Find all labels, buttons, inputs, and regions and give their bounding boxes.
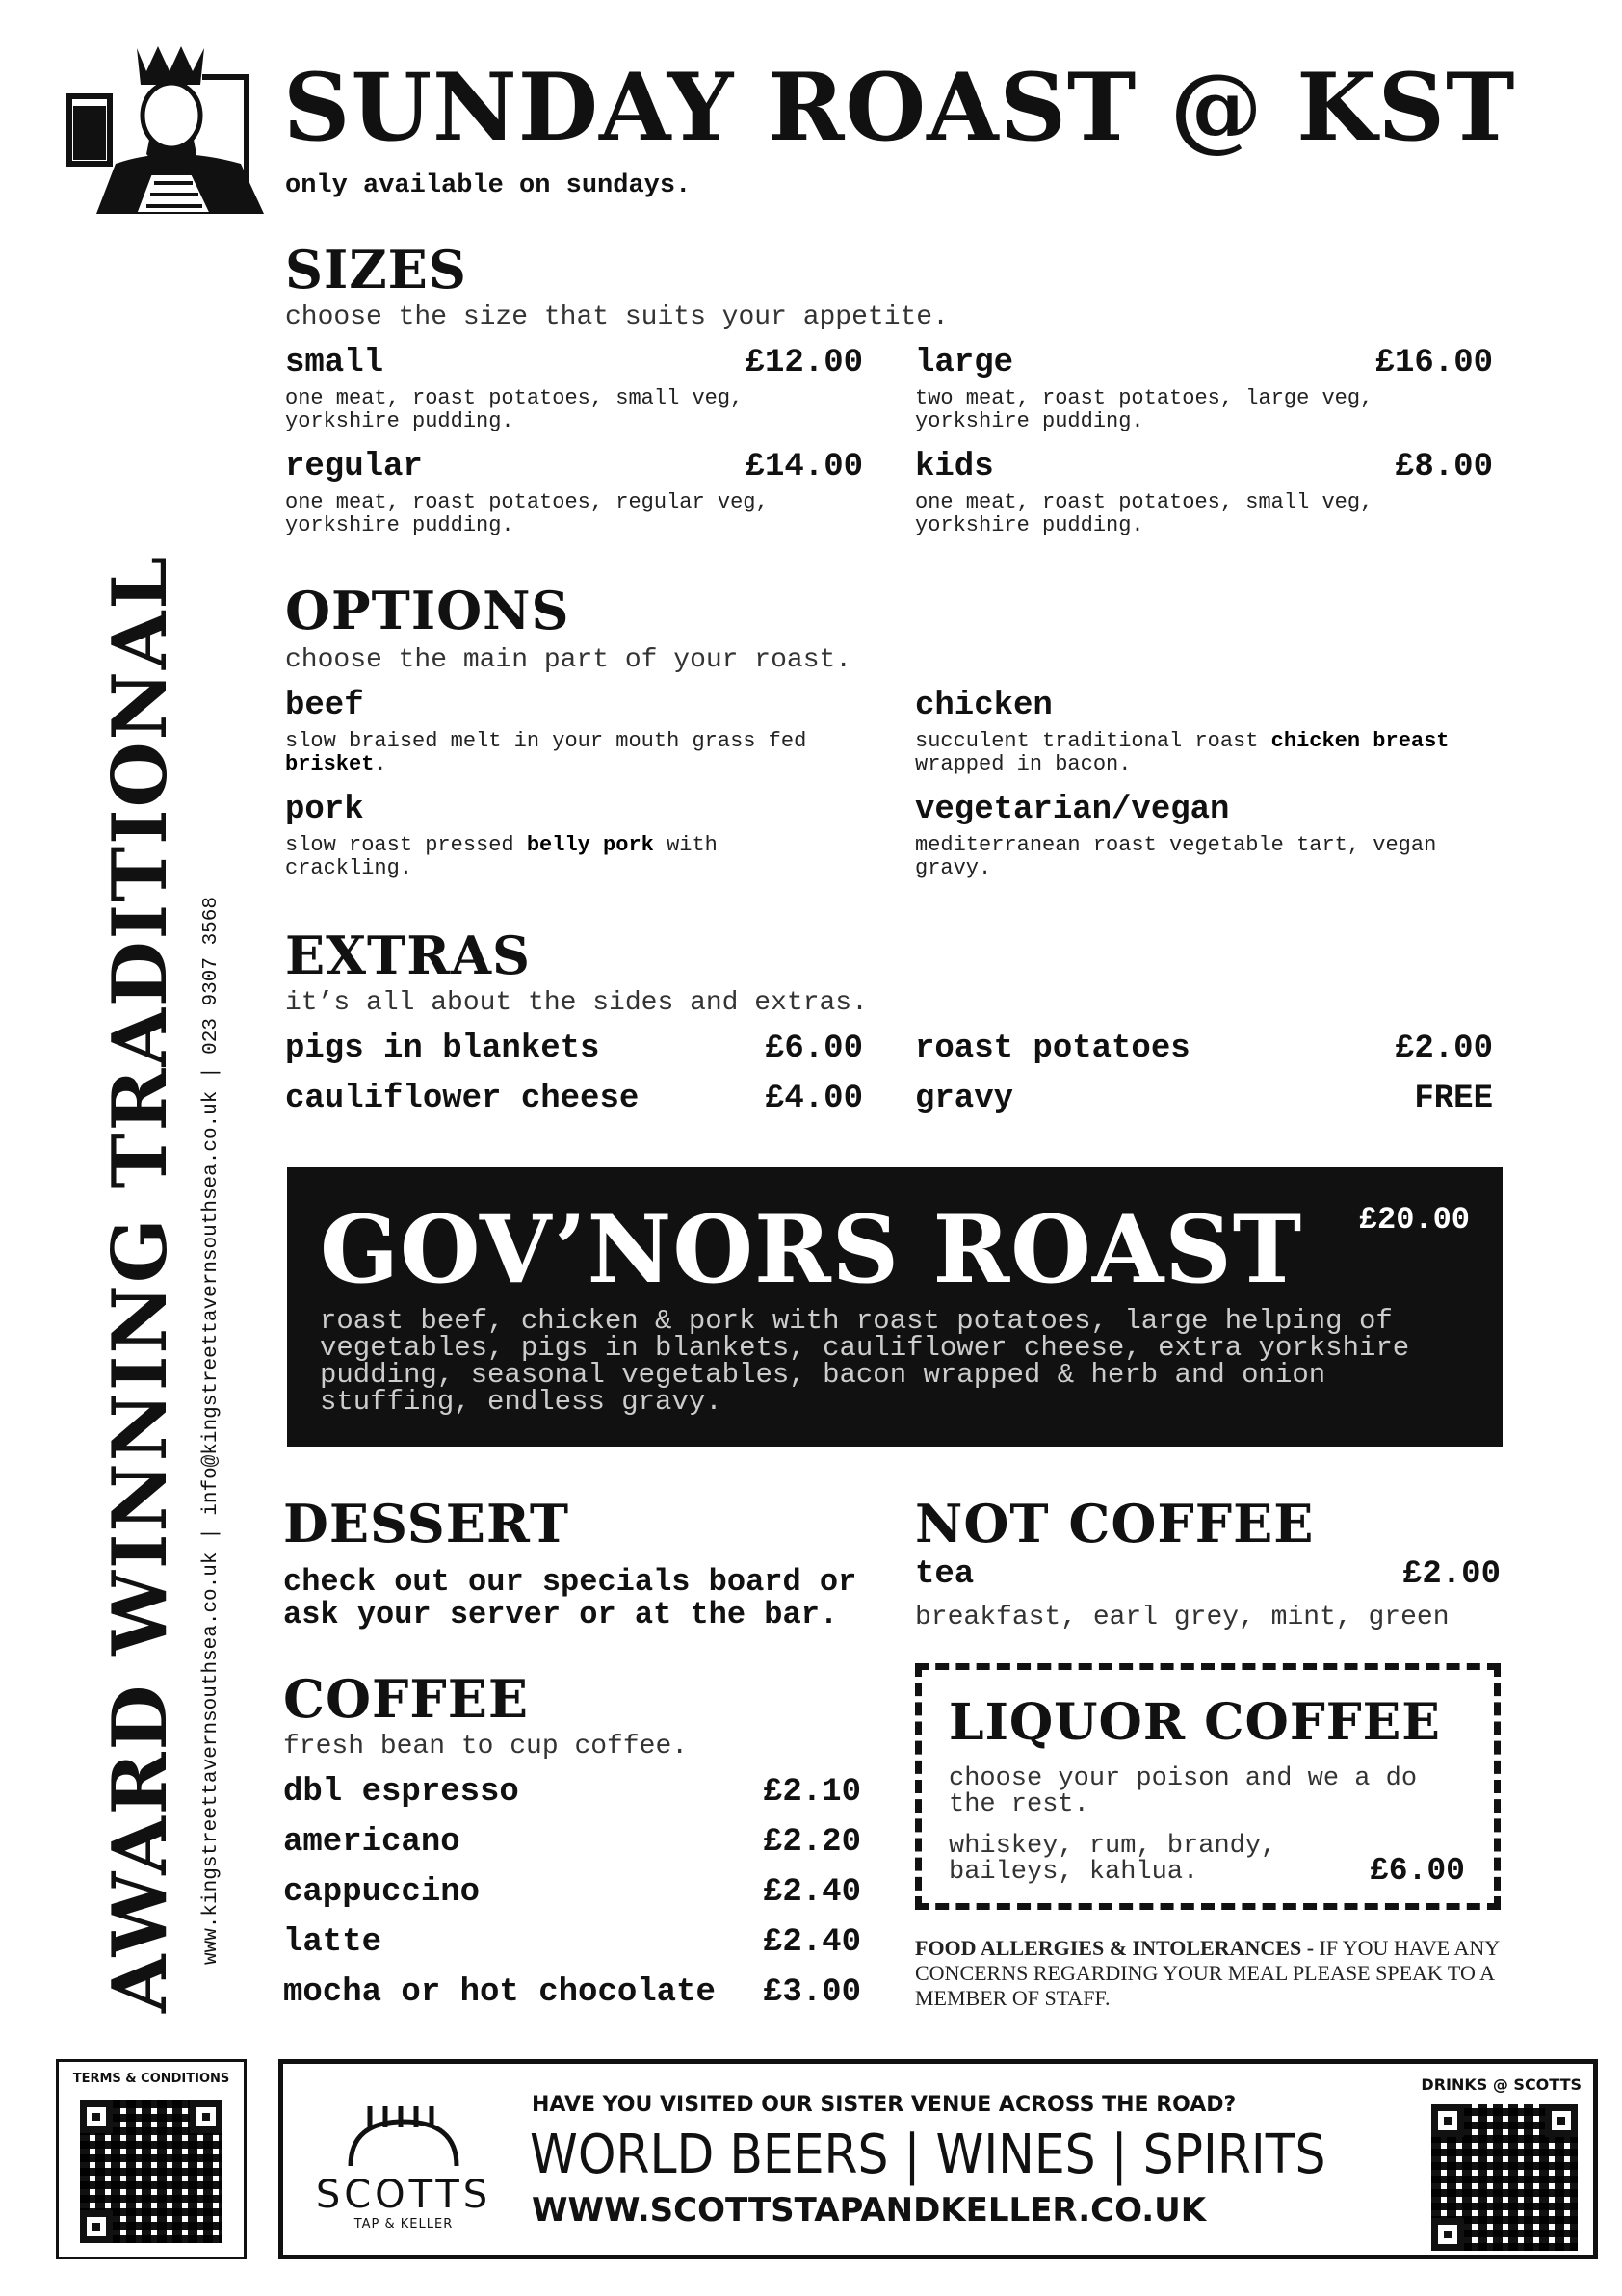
item-desc: succulent traditional roast chicken breast wrapped in bacon.: [915, 729, 1450, 776]
sister-venue-url[interactable]: WWW.SCOTTSTAPANDKELLER.CO.UK: [532, 2191, 1207, 2230]
extra-item: [285, 1031, 863, 1067]
tea-item: [915, 1556, 1501, 1632]
sizes-heading: SIZES: [285, 239, 467, 300]
item-price: £4.00: [764, 1081, 863, 1117]
item-desc: two meat, roast potatoes, large veg, yorkshire pudding.: [915, 386, 1373, 433]
item-price: FREE: [1414, 1081, 1493, 1117]
coffee-subtitle: fresh bean to cup coffee.: [283, 1732, 689, 1761]
item-price: £2.20: [762, 1824, 861, 1861]
item-desc: one meat, roast potatoes, regular veg, yorkshire pudding.: [285, 490, 769, 537]
govnors-price: £20.00: [1358, 1202, 1470, 1238]
award-banner: AWARD WINNING TRADITIONAL: [96, 554, 184, 2013]
item-name: small: [285, 345, 384, 381]
liquor-heading: LIQUOR COFFEE: [949, 1693, 1441, 1752]
liquor-price: £6.00: [1369, 1853, 1465, 1889]
item-price: £2.10: [762, 1774, 861, 1811]
sister-venue-tagline: WORLD BEERS | WINES | SPIRITS: [530, 2124, 1326, 2186]
beer-taps-icon: [312, 2102, 495, 2170]
coffee-item: [283, 1824, 861, 1861]
item-name: cauliflower cheese: [285, 1081, 640, 1117]
scotts-logo: [312, 2102, 495, 2231]
item-price: £12.00: [745, 345, 863, 381]
king-card-icon: [58, 39, 264, 214]
item-name: beef: [285, 688, 364, 724]
item-name: latte: [283, 1924, 382, 1961]
drinks-qr-icon[interactable]: [1431, 2104, 1578, 2251]
extra-item: [285, 1081, 863, 1117]
extra-item: [915, 1031, 1493, 1067]
item-desc: one meat, roast potatoes, small veg, yorkshire pudding.: [915, 490, 1373, 537]
options-subtitle: choose the main part of your roast.: [285, 645, 852, 675]
coffee-item: [283, 1974, 861, 2011]
allergy-text: IF YOU HAVE ANY CONCERNS REGARDING YOUR MEAL PLEASE SPEAK TO A MEMBER OF STAFF.: [915, 1936, 1500, 2010]
item-price: £16.00: [1374, 345, 1493, 381]
sizes-subtitle: choose the size that suits your appetite.: [285, 302, 949, 332]
option-pork: [285, 792, 863, 880]
terms-qr-icon[interactable]: [80, 2100, 222, 2243]
coffee-item: [283, 1924, 861, 1961]
item-name: pigs in blankets: [285, 1031, 600, 1067]
extra-item: [915, 1081, 1493, 1117]
item-price: £8.00: [1394, 449, 1493, 485]
liquor-subtitle: choose your poison and we a do the rest.: [949, 1764, 1418, 1819]
item-name: vegetarian/vegan: [915, 792, 1230, 828]
not-coffee-heading: NOT COFFEE: [915, 1493, 1315, 1554]
extras-heading: EXTRAS: [285, 925, 532, 986]
option-chicken: [915, 688, 1493, 776]
item-price: £6.00: [764, 1031, 863, 1067]
item-desc: slow roast pressed belly pork with crackling.: [285, 833, 718, 880]
page-title: SUNDAY ROAST @ KST: [283, 53, 1516, 162]
menu-item-kids: [915, 449, 1493, 537]
terms-label: TERMS & CONDITIONS: [72, 2072, 230, 2086]
item-name: americano: [283, 1824, 460, 1861]
allergy-notice: [915, 1936, 1503, 2011]
item-price: £3.00: [762, 1974, 861, 2011]
item-name: tea: [915, 1556, 975, 1593]
terms-box[interactable]: [56, 2059, 247, 2259]
item-name: regular: [285, 449, 423, 485]
sister-venue-banner: [278, 2059, 1598, 2259]
item-desc: mediterranean roast vegetable tart, vegan gravy.: [915, 833, 1437, 880]
scotts-logo-sub: TAP & KELLER: [353, 2217, 454, 2231]
item-price: £2.40: [762, 1924, 861, 1961]
item-name: roast potatoes: [915, 1031, 1190, 1067]
menu-item-large: [915, 345, 1493, 433]
options-heading: OPTIONS: [285, 580, 570, 641]
item-name: large: [915, 345, 1014, 381]
item-name: cappuccino: [283, 1874, 481, 1911]
item-desc: breakfast, earl grey, mint, green: [915, 1603, 1450, 1632]
extras-subtitle: it’s all about the sides and extras.: [285, 988, 868, 1018]
coffee-heading: COFFEE: [283, 1668, 530, 1730]
item-price: £2.00: [1401, 1556, 1501, 1593]
item-name: mocha or hot chocolate: [283, 1974, 716, 2011]
contact-line: www.kingstreettavernsouthsea.co.uk | info@kingstreettavernsouthsea.co.uk | 023 9307 3568: [200, 897, 222, 1965]
option-beef: [285, 688, 863, 776]
sister-venue-question: HAVE YOU VISITED OUR SISTER VENUE ACROSS THE ROAD?: [532, 2093, 1237, 2117]
scotts-logo-name: SCOTTS: [315, 2173, 492, 2217]
item-name: chicken: [915, 688, 1053, 724]
item-name: gravy: [915, 1081, 1014, 1117]
coffee-item: [283, 1774, 861, 1811]
liquor-items: whiskey, rum, brandy, baileys, kahlua.: [949, 1832, 1277, 1887]
item-price: £2.40: [762, 1874, 861, 1911]
item-price: £14.00: [745, 449, 863, 485]
item-name: kids: [915, 449, 994, 485]
coffee-item: [283, 1874, 861, 1911]
menu-item-small: [285, 345, 863, 433]
govnors-desc: roast beef, chicken & pork with roast potatoes, large helping of vegetables, pigs in blankets, cauliflower cheese, extra yorkshire pudding, seasonal vegetables, bacon wrapped & herb and onion stuffing, endless gravy.: [320, 1305, 1410, 1418]
dessert-heading: DESSERT: [283, 1493, 570, 1554]
menu-item-regular: [285, 449, 863, 537]
item-name: pork: [285, 792, 364, 828]
page-subtitle: only available on sundays.: [285, 171, 692, 200]
item-price: £2.00: [1394, 1031, 1493, 1067]
item-desc: slow braised melt in your mouth grass fed brisket.: [285, 729, 807, 776]
liquor-coffee-box: [915, 1663, 1501, 1910]
drinks-label: DRINKS @ SCOTTS: [1421, 2075, 1582, 2094]
govnors-roast-panel: [287, 1167, 1503, 1447]
govnors-heading: GOV’NORS ROAST: [320, 1195, 1303, 1304]
option-vegetarian: [915, 792, 1512, 880]
item-name: dbl espresso: [283, 1774, 519, 1811]
item-desc: one meat, roast potatoes, small veg, yorkshire pudding.: [285, 386, 744, 433]
allergy-title: FOOD ALLERGIES & INTOLERANCES -: [915, 1936, 1315, 1960]
dessert-text: check out our specials board or ask your server or at the bar.: [283, 1564, 857, 1632]
